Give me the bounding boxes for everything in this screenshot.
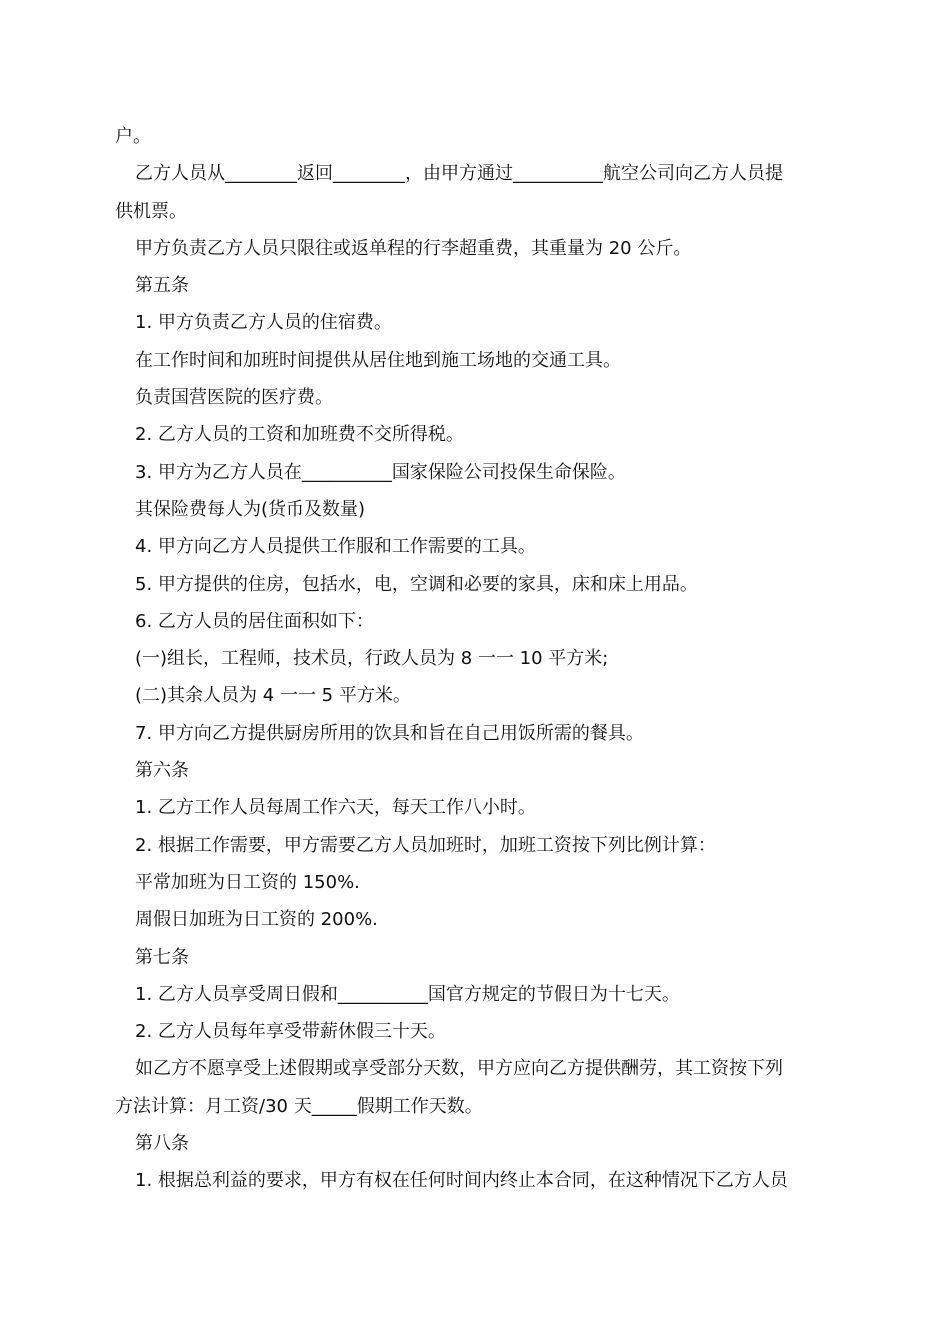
article-heading: 第五条 xyxy=(135,275,189,297)
text-line: (二)其余人员为 4 一一 5 平方米。 xyxy=(135,685,411,707)
article-heading: 第六条 xyxy=(135,760,189,782)
text-line: 1. 根据总利益的要求，甲方有权在任何时间内终止本合同，在这种情况下乙方人员 xyxy=(135,1170,788,1192)
text-line: 甲方负责乙方人员只限往或返单程的行李超重费，其重量为 20 公斤。 xyxy=(135,237,692,259)
article-heading: 第七条 xyxy=(135,946,189,968)
text-line: 在工作时间和加班时间提供从居住地到施工场地的交通工具。 xyxy=(135,349,621,371)
text-line: (一)组长，工程师，技术员，行政人员为 8 一一 10 平方米; xyxy=(135,648,609,670)
text-line: 其保险费每人为(货币及数量) xyxy=(135,498,366,520)
text-line: 周假日加班为日工资的 200%. xyxy=(135,909,378,931)
text-line: 1. 乙方人员享受周日假和__________国官方规定的节假日为十七天。 xyxy=(135,983,680,1005)
document-body xyxy=(115,118,837,1200)
text-line: 如乙方不愿享受上述假期或享受部分天数，甲方应向乙方提供酬劳，其工资按下列 xyxy=(135,1058,783,1080)
text-line: 供机票。 xyxy=(115,200,187,222)
text-line: 方法计算：月工资/30 天_____假期工作天数。 xyxy=(115,1095,483,1117)
text-line: 2. 根据工作需要，甲方需要乙方人员加班时，加班工资按下列比例计算： xyxy=(135,834,716,856)
text-line: 2. 乙方人员每年享受带薪休假三十天。 xyxy=(135,1021,446,1043)
text-line: 平常加班为日工资的 150%. xyxy=(135,871,360,893)
text-line: 5. 甲方提供的住房，包括水，电，空调和必要的家具，床和床上用品。 xyxy=(135,573,698,595)
text-line: 1. 乙方工作人员每周工作六天，每天工作八小时。 xyxy=(135,797,536,819)
text-line: 3. 甲方为乙方人员在__________国家保险公司投保生命保险。 xyxy=(135,461,626,483)
text-line: 2. 乙方人员的工资和加班费不交所得税。 xyxy=(135,424,464,446)
text-line: 1. 甲方负责乙方人员的住宿费。 xyxy=(135,312,392,334)
text-line: 户。 xyxy=(115,126,151,147)
text-line: 6. 乙方人员的居住面积如下： xyxy=(135,610,374,632)
text-line: 7. 甲方向乙方提供厨房所用的饮具和旨在自己用饭所需的餐具。 xyxy=(135,722,644,744)
text-line: 负责国营医院的医疗费。 xyxy=(135,387,333,409)
text-line: 乙方人员从________返回________，由甲方通过__________航空公司向乙方人员提 xyxy=(135,163,783,185)
article-heading: 第八条 xyxy=(135,1133,189,1155)
text-line: 4. 甲方向乙方人员提供工作服和工作需要的工具。 xyxy=(135,536,536,558)
